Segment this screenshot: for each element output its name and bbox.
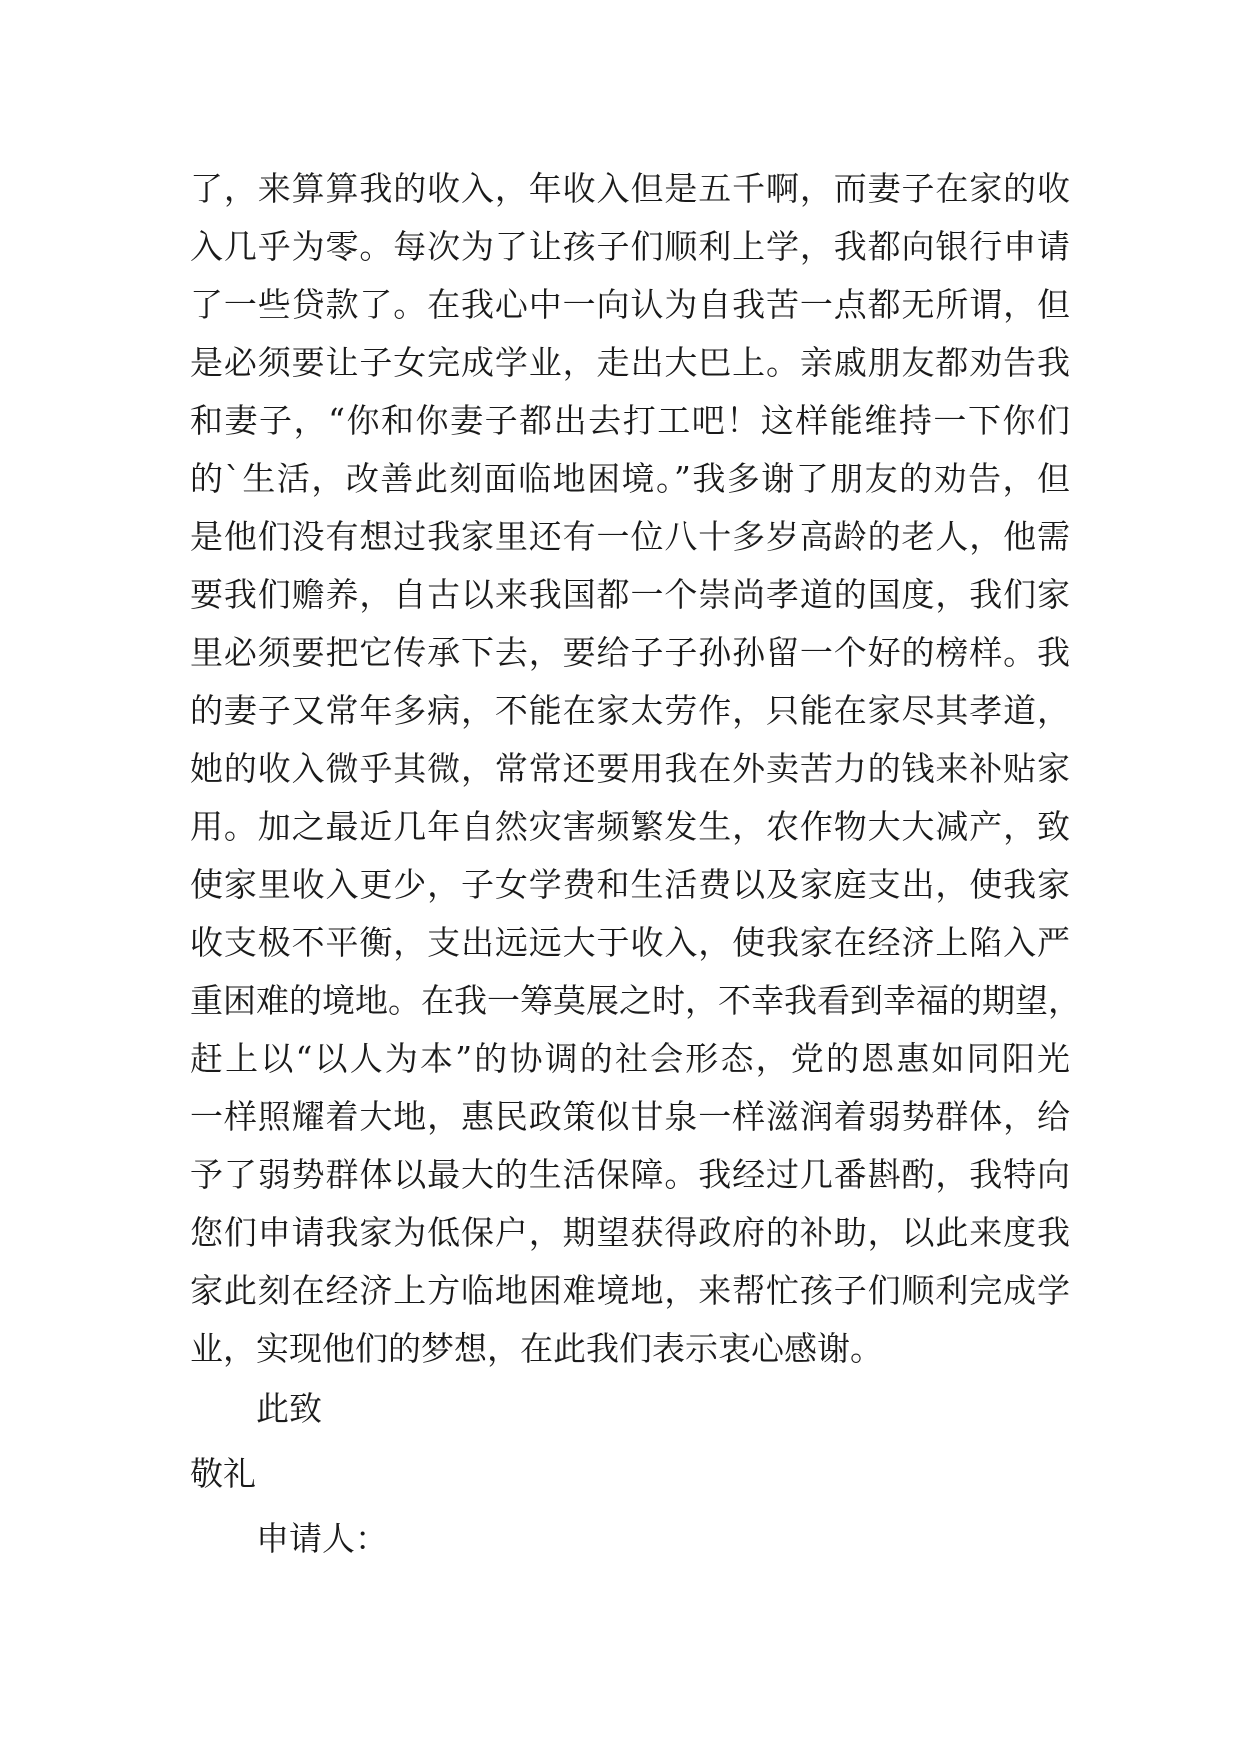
body-line-2: 入几乎为零。每次为了让孩子们顺利上学，我都向银行申请	[190, 227, 1070, 266]
body-line-9: 里必须要把它传承下去，要给子子孙孙留一个好的榜样。我	[190, 633, 1070, 672]
body-line-20: 家此刻在经济上方临地困难境地，来帮忙孩子们顺利完成学	[190, 1271, 1070, 1310]
body-line-4: 是必须要让子女完成学业，走出大巴上。亲戚朋友都劝告我	[190, 343, 1070, 382]
body-line-8: 要我们赡养，自古以来我国都一个崇尚孝道的国度，我们家	[190, 575, 1070, 614]
body-line-11: 她的收入微乎其微，常常还要用我在外卖苦力的钱来补贴家	[190, 749, 1070, 788]
body-line-13: 使家里收入更少，子女学费和生活费以及家庭支出，使我家	[190, 865, 1070, 904]
body-line-6: 的`生活，改善此刻面临地困境。”我多谢了朋友的劝告，但	[190, 459, 1070, 498]
body-line-18: 予了弱势群体以最大的生活保障。我经过几番斟酌，我特向	[190, 1155, 1070, 1194]
body-line-12: 用。加之最近几年自然灾害频繁发生，农作物大大减产，致	[190, 807, 1070, 846]
applicant-label: 申请人：	[256, 1519, 388, 1558]
body-line-5: 和妻子，“你和你妻子都出去打工吧！这样能维持一下你们	[190, 401, 1070, 440]
body-line-10: 的妻子又常年多病，不能在家太劳作，只能在家尽其孝道，	[190, 691, 1070, 730]
body-line-1: 了，来算算我的收入，年收入但是五千啊，而妻子在家的收	[190, 169, 1070, 208]
body-line-19: 您们申请我家为低保户，期望获得政府的补助，以此来度我	[190, 1213, 1070, 1252]
closing-regards: 敬礼	[190, 1454, 256, 1493]
body-line-14: 收支极不平衡，支出远远大于收入，使我家在经济上陷入严	[190, 923, 1070, 962]
letter-body	[190, 160, 1081, 1378]
body-line-7: 是他们没有想过我家里还有一位八十多岁高龄的老人，他需	[190, 517, 1070, 556]
body-line-21: 业，实现他们的梦想，在此我们表示衷心感谢。	[190, 1329, 883, 1368]
body-line-17: 一样照耀着大地，惠民政策似甘泉一样滋润着弱势群体，给	[190, 1097, 1070, 1136]
body-line-3: 了一些贷款了。在我心中一向认为自我苦一点都无所谓，但	[190, 285, 1070, 324]
closing-salutation: 此致	[256, 1389, 322, 1428]
body-line-15: 重困难的境地。在我一筹莫展之时，不幸我看到幸福的期望，	[190, 981, 1081, 1020]
body-line-16: 赶上以“以人为本”的协调的社会形态，党的恩惠如同阳光	[190, 1039, 1070, 1078]
